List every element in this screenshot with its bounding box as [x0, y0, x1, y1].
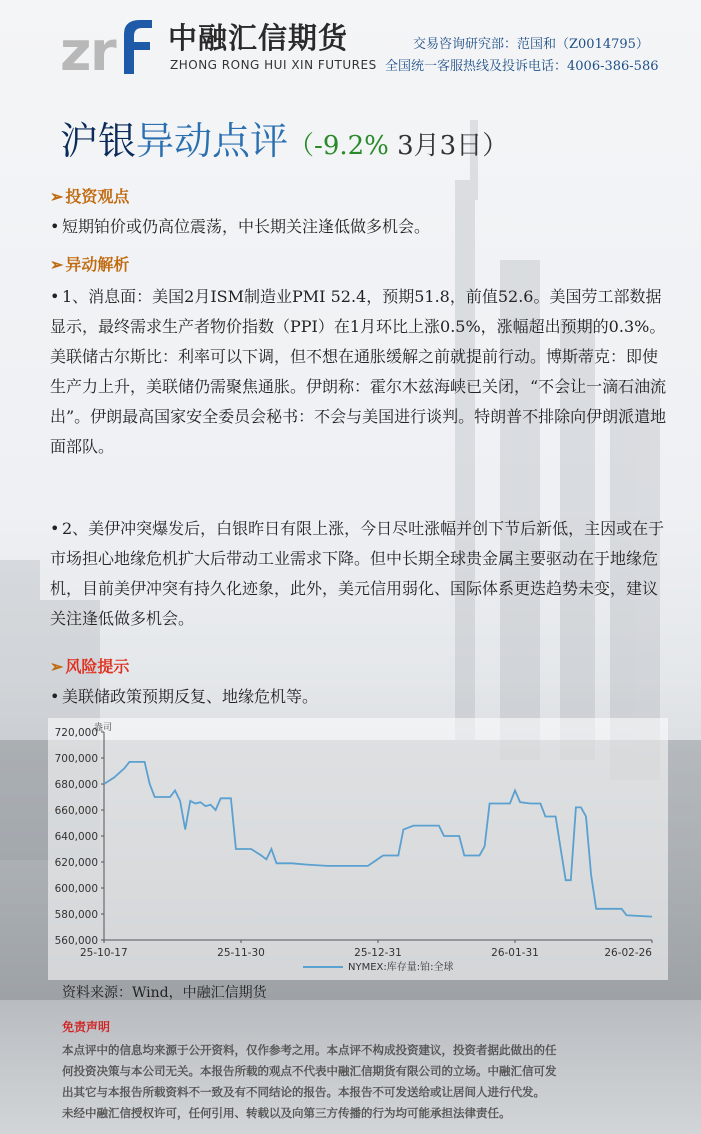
contact-info [385, 34, 659, 78]
x-tick-label: 26-02-26 [604, 947, 652, 959]
y-tick-label: 620,000 [54, 857, 98, 869]
company-name-cn: 中融汇信期货 [168, 21, 349, 55]
bullet-icon: • [50, 287, 60, 306]
company-logo-icon [60, 12, 156, 80]
arrow-icon: ➢ [50, 657, 64, 676]
section-heading-risk-label: 风险提示 [65, 657, 130, 676]
svg-text:r: r [90, 20, 117, 80]
arrow-icon: ➢ [50, 187, 64, 206]
risk-text-content: 美联储政策预期反复、地缘危机等。 [62, 687, 319, 706]
y-tick-label: 720,000 [54, 727, 98, 739]
chart-background [48, 718, 668, 980]
section-heading-view [50, 184, 129, 207]
section-heading-view-label: 投资观点 [65, 187, 130, 206]
y-tick-label: 700,000 [54, 753, 98, 765]
contact-hotline: 全国统一客服热线及投诉电话：4006-386-586 [385, 59, 659, 74]
y-tick-label: 640,000 [54, 831, 98, 843]
title-type: 异动点评 [136, 119, 289, 163]
title-product: 沪银 [60, 119, 137, 163]
y-tick-label: 680,000 [54, 779, 98, 791]
disclaimer-line: 未经中融汇信授权许可，任何引用、转载以及向第三方传播的行为均可能承担法律责任。 [62, 1106, 511, 1120]
disclaimer-heading: 免责声明 [62, 1020, 111, 1034]
contact-researcher: 交易咨询研究部：范国和（Z0014795） [413, 37, 649, 52]
bullet-icon: • [50, 519, 60, 538]
legend-label: NYMEX:库存量:铂:全球 [348, 962, 454, 973]
analysis-point-1 [50, 282, 670, 462]
x-tick-label: 25-10-17 [80, 947, 128, 959]
risk-text [50, 682, 670, 712]
data-source: 资料来源：Wind，中融汇信期货 [62, 985, 267, 1001]
analysis-point-2-text: 2、美伊冲突爆发后，白银昨日有限上涨，今日尽吐涨幅并创下节后新低，主因或在于市场担心地缘危机扩大后带动工业需求下降。但中长期全球贵金属主要驱动在于地缘危机，目前美伊冲突有持久化迹象，此外，美元信用弱化、国际体系更迭趋势未变，建议关注逢低做多机会。 [50, 519, 665, 628]
section-heading-analysis [50, 252, 129, 275]
analysis-point-1-text: 1、消息面：美国2月ISM制造业PMI 52.4，预期51.8，前值52.6。美国劳工部数据显示，最终需求生产者物价指数（PPI）在1月环比上涨0.5%，涨幅超出预期的0.3%。美联储古尔斯比：利率可以下调，但不想在通胀缓解之前就提前行动。博斯蒂克：即使生产力上升，美联储仍需聚焦通胀。伊朗称：霍尔木兹海峡已关闭，“不会让一滴石油流出”。伊朗最高国家安全委员会秘书：不会与美国进行谈判。特朗普不排除向伊朗派遣地面部队。 [50, 287, 667, 456]
view-text-content: 短期铂价或仍高位震荡，中长期关注逢低做多机会。 [62, 217, 431, 236]
section-heading-analysis-label: 异动解析 [65, 255, 130, 274]
y-tick-label: 660,000 [54, 805, 98, 817]
y-tick-label: 600,000 [54, 883, 98, 895]
view-text [50, 212, 670, 242]
y-tick-label: 560,000 [54, 935, 98, 947]
x-tick-label: 25-12-31 [354, 947, 402, 959]
company-name-en: ZHONG RONG HUI XIN FUTURES [170, 58, 377, 72]
y-tick-label: 580,000 [54, 909, 98, 921]
section-heading-risk [50, 654, 129, 677]
y-unit-label: 盎司 [94, 723, 113, 733]
x-tick-label: 25-11-30 [217, 947, 265, 959]
page-title [60, 110, 508, 165]
x-tick-label: 26-01-31 [491, 947, 539, 959]
analysis-point-2 [50, 514, 670, 634]
disclaimer-line: 何投资决策与本公司无关。本报告所载的观点不代表中融汇信期货有限公司的立场。中融汇信可发 [62, 1064, 557, 1078]
bullet-icon: • [50, 687, 60, 706]
inventory-line-chart [48, 718, 668, 980]
disclaimer-line: 出其它与本报告所载资料不一致及有不同结论的报告。本报告不可发送给或让居间人进行代发。 [62, 1085, 545, 1099]
title-change: （-9.2% [288, 131, 389, 161]
svg-text:z: z [60, 20, 92, 80]
disclaimer-line: 本点评中的信息均来源于公开资料，仅作参考之用。本点评不构成投资建议，投资者据此做出的任 [62, 1043, 557, 1057]
bullet-icon: • [50, 217, 60, 236]
disclaimer-text [62, 1040, 662, 1124]
arrow-icon: ➢ [50, 255, 64, 274]
title-date: 3月3日） [388, 131, 509, 161]
